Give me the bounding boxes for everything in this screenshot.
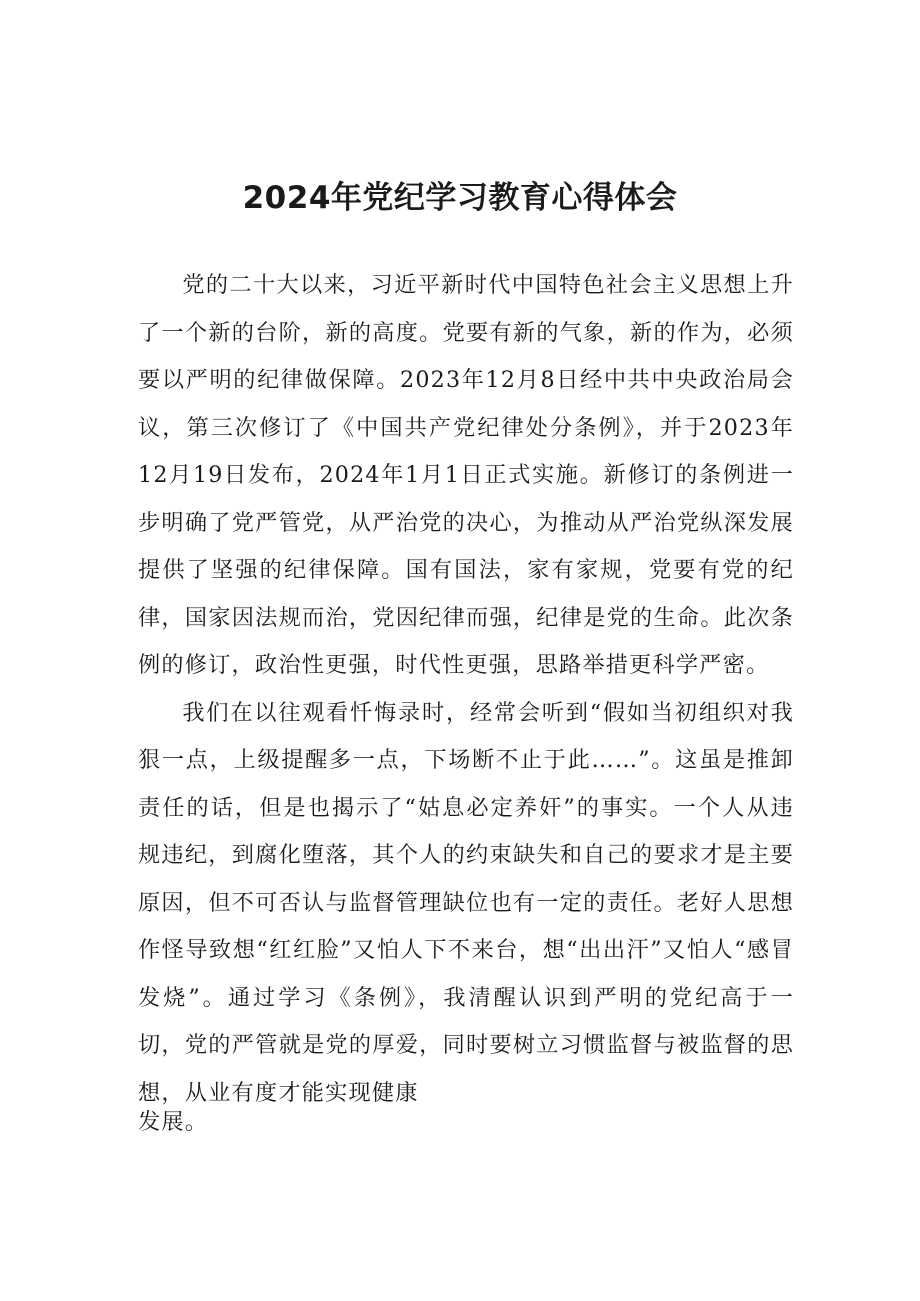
paragraph-2: 我们在以往观看忏悔录时，经常会听到“假如当初组织对我狠一点，上级提醒多一点，下场断不止于此……”。这虽是推卸责任的话，但是也揭示了“姑息必定养奸”的事实。一个人从违规违纪，到腐化堕落，其个人的约束缺失和自己的要求才是主要原因，但不可否认与监督管理缺位也有一定的责任。老好人思想作怪导致想“红红脸”又怕人下不来台，想“出出汗”又怕人“感冒发烧”。通过学习《条例》，我清醒认识到严明的党纪高于一切，党的严管就是党的厚爱，同时要树立习惯监督与被监督的思想，从业有度才能实现健康 xyxy=(138,699,794,1106)
paragraph-2-tail: 发展。 xyxy=(138,1109,209,1135)
document-title: 2024年党纪学习教育心得体会 xyxy=(242,180,678,216)
paragraph-1: 党的二十大以来，习近平新时代中国特色社会主义思想上升了一个新的台阶，新的高度。党要有新的气象，新的作为，必须要以严明的纪律做保障。2023年12月8日经中共中央政治局会议，第三次修订了《中国共产党纪律处分条例》，并于2023年12月19日发布，2024年1月1日正式实施。新修订的条例进一步明确了党严管党，从严治党的决心，为推动从严治党纵深发展提供了坚强的纪律保障。国有国法，家有家规，党要有党的纪律，国家因法规而治，党因纪律而强，纪律是党的生命。此次条例的修订，政治性更强，时代性更强，思路举措更科学严密。 xyxy=(138,272,794,678)
document-body xyxy=(138,262,794,1137)
